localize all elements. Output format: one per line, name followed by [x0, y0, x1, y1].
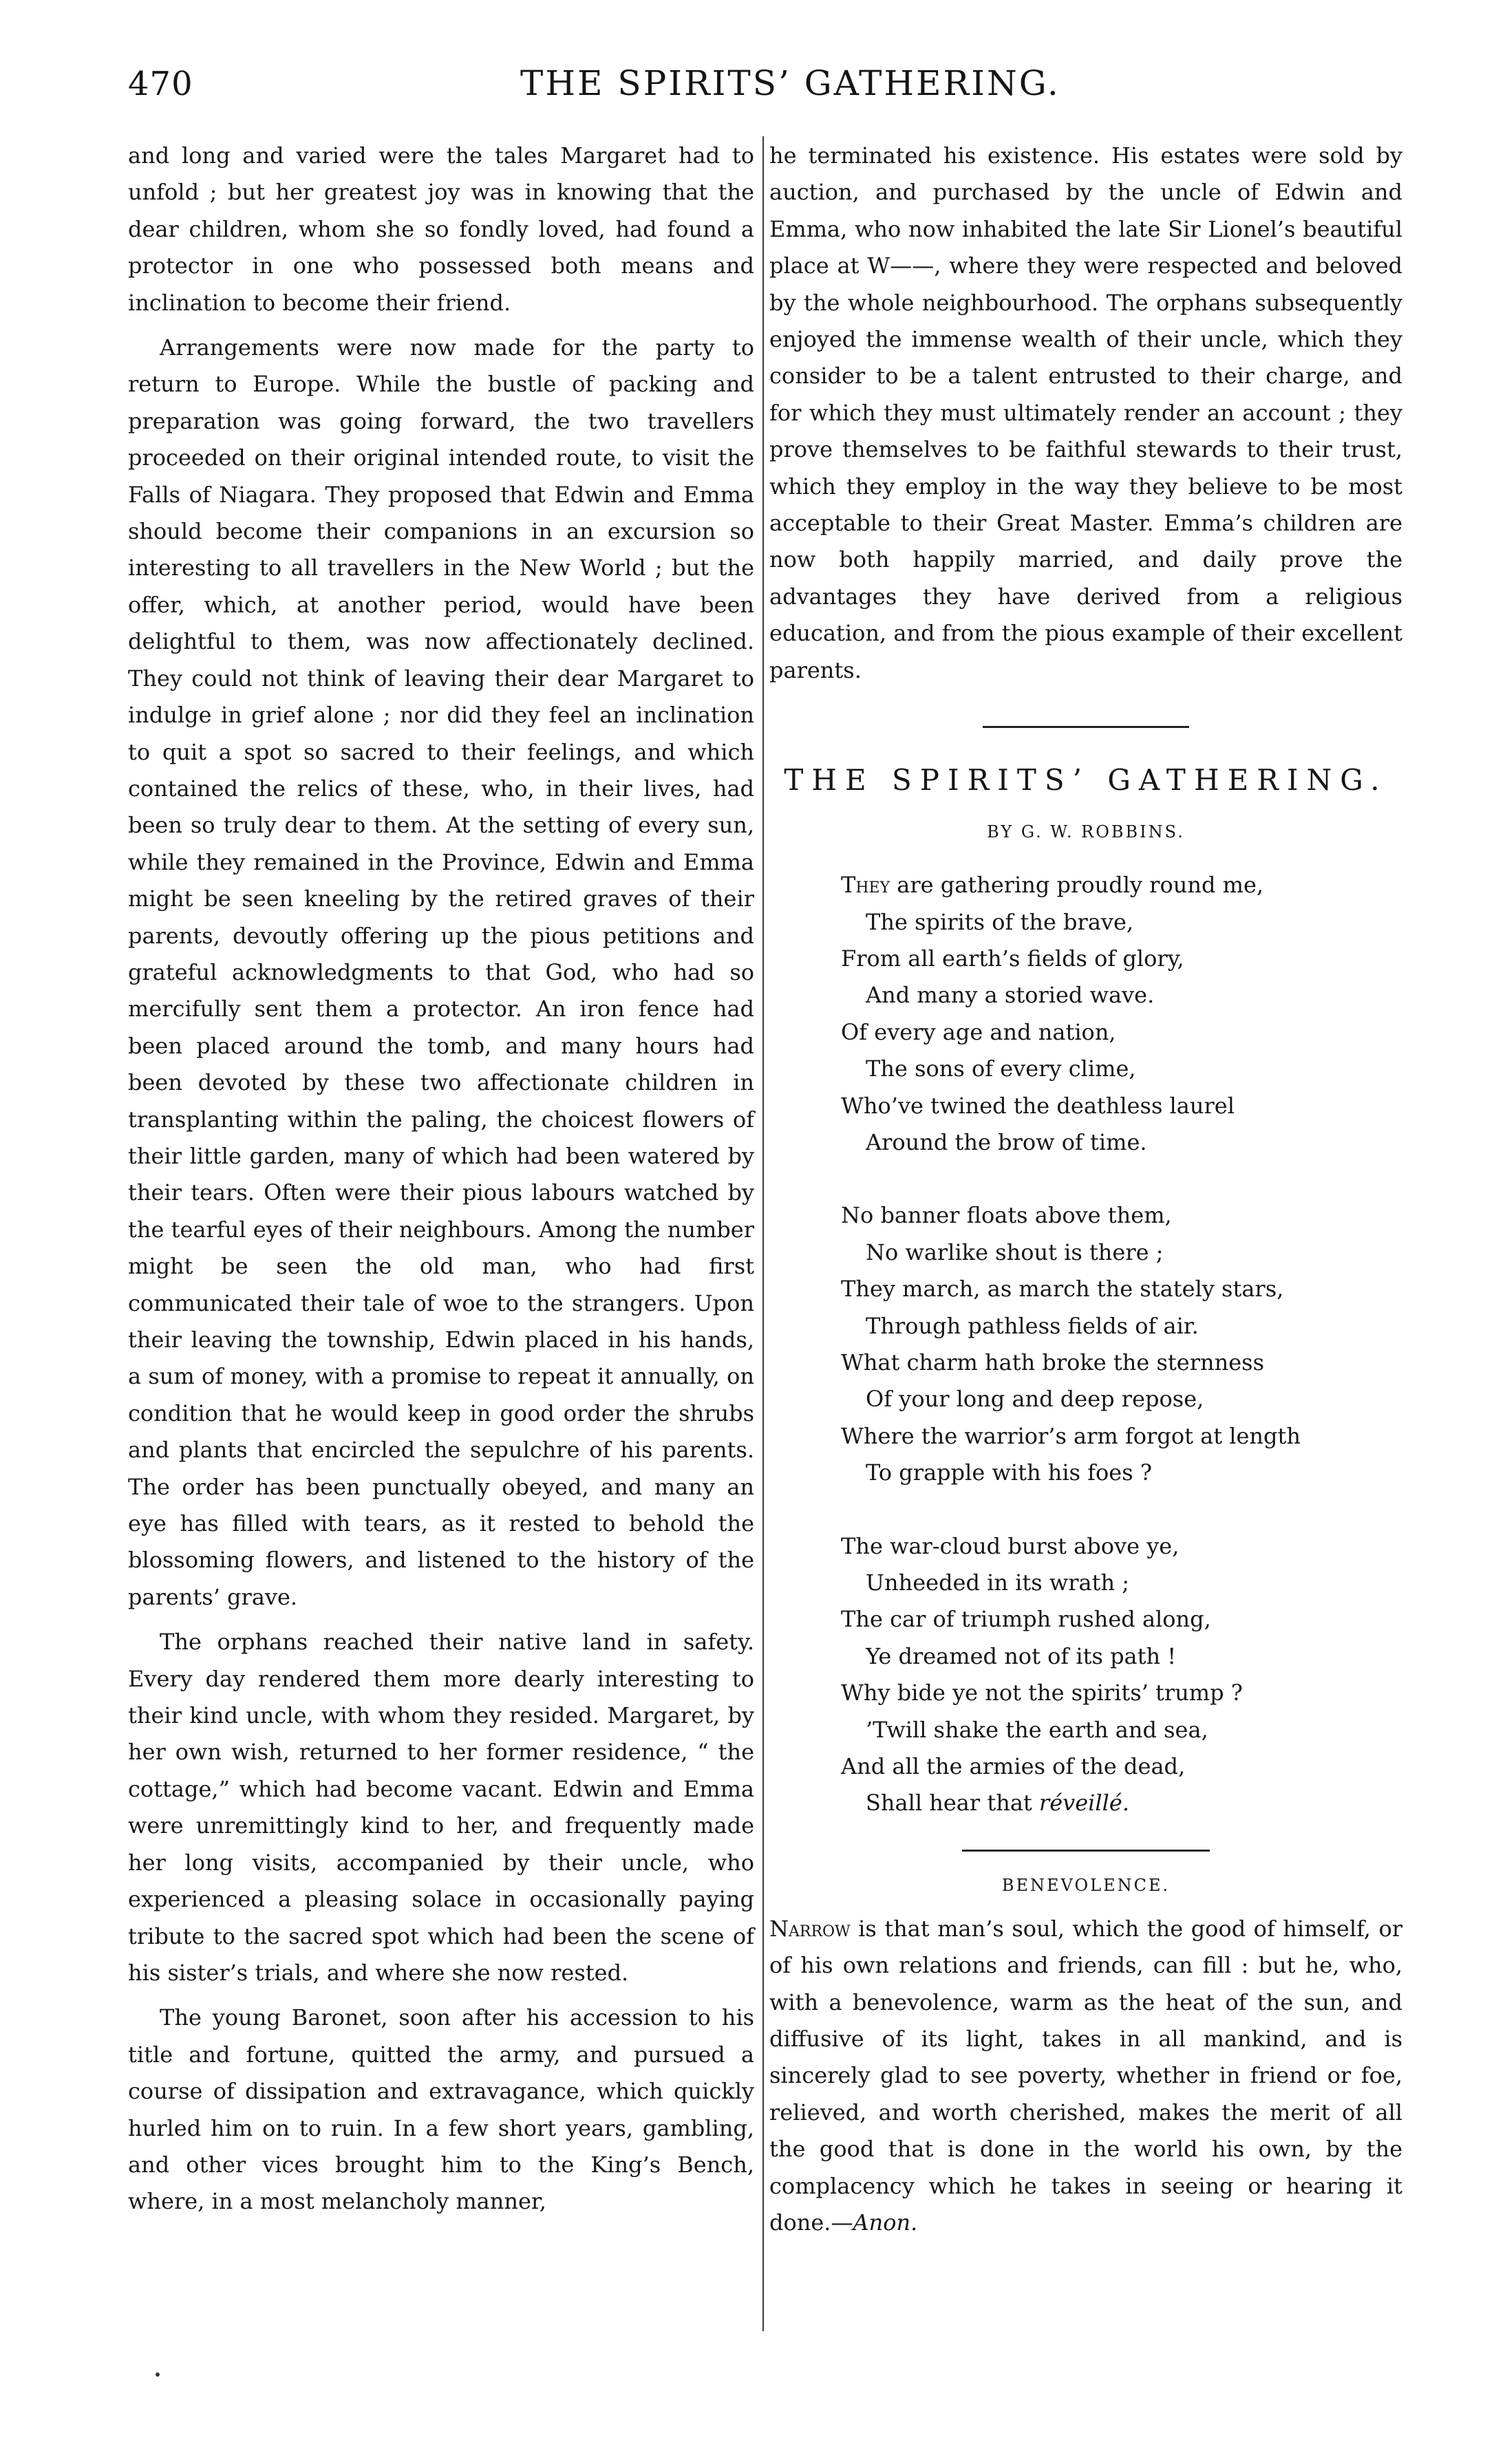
poem-line: Around the brow of time. [866, 1128, 1147, 1155]
poem-line: No banner floats above them, [841, 1202, 1172, 1229]
poem-line: The spirits of the brave, [866, 908, 1134, 935]
poem-line: No warlike shout is there ; [866, 1239, 1164, 1265]
poem-stanza-3 [841, 1528, 1402, 1822]
running-title: THE SPIRITS’ GATHERING. [520, 63, 1060, 103]
poem-line: And all the armies of the dead, [841, 1753, 1186, 1780]
stray-mark [156, 2372, 160, 2377]
poem-line: ’Twill shake the earth and sea, [866, 1716, 1208, 1743]
poem-byline: BY G. W. ROBBINS. [987, 822, 1185, 842]
paragraph-estates: he terminated his existence. His estates were sold by auction, and purchased by the uncle of Edwin and Emma, who now inhabited the late Sir Lionel’s beautiful place at W——, where they were respected and beloved by the whole neighbourhood. The orphans subsequently enjoyed the immense wealth of their uncle, which they consider to be a talent entrusted to their charge, and for which they must ultimately render an account ; they prove themselves to be faithful stewards to their trust, which they employ in the way they believe to be most acceptable to their Great Master. Emma’s children are now both happily married, and daily prove the advantages they have derived from a religious education, and from the pious example of their excellent parents. [769, 142, 1402, 683]
column-divider [762, 136, 764, 2331]
poem-line [841, 1785, 1402, 1821]
poem-line: The sons of every clime, [866, 1056, 1136, 1082]
poem-line: The war-cloud burst above ye, [841, 1532, 1180, 1559]
paragraph-benevolence [769, 1911, 1402, 2242]
poem-stanza-1 [841, 867, 1402, 1161]
poem-line: Why bide ye not the spirits’ trump ? [841, 1680, 1243, 1706]
benevolence-text: is that man’s soul, which the good of himself, or of his own relations and friends, can fill : but he, who, with a benevolence, warm as the heat of the sun, and diffusive of its light, takes in all mankind, and is sincerely glad to see poverty, whether in friend or foe, relieved, and worth cherished, makes the merit of all the good that is done in the world his own, by the complacency which he takes in seeing or hearing it done.— [769, 1915, 1402, 2236]
poem-line: Of your long and deep repose, [866, 1386, 1204, 1413]
poem-stanza-2 [841, 1197, 1402, 1491]
section-rule [983, 726, 1189, 728]
paragraph-continuation: and long and varied were the tales Margaret had to unfold ; but her greatest joy was in knowing that the dear children, whom she so fondly loved, had found a protector in one who possessed both means and inclination to become their friend. [128, 142, 754, 316]
poem-line: They march, as march the stately stars, [841, 1276, 1284, 1303]
paragraph-orphans: The orphans reached their native land in safety. Every day rendered them more dearly interesting to their kind uncle, with whom they resided. Margaret, by her own wish, returned to her former residence, “ the cottage,” which had become vacant. Edwin and Emma were unremittingly kind to her, and frequently made her long visits, accompanied by their uncle, who experienced a pleasing solace in occasionally paying tribute to the sacred spot which had been the scene of his sister’s trials, and where she now rested. [128, 1629, 754, 1986]
poem-line: The car of triumph rushed along, [841, 1606, 1211, 1633]
benevolence-lead-word: Narrow [769, 1915, 851, 1942]
poem-line: Of every age and nation, [841, 1018, 1116, 1045]
poem-title: THE SPIRITS’ GATHERING. [784, 763, 1388, 797]
paragraph-baronet: The young Baronet, soon after his accession to his title and fortune, quitted the army, and pursued a course of dissipation and extravagance, which quickly hurled him on to ruin. In a few short years, gambling, and other vices brought him to the King’s Bench, where, in a most melancholy manner, [128, 2004, 754, 2215]
paragraph-arrangements: Arrangements were now made for the party to return to Europe. While the bustle of packing and preparation was going forward, the two travellers proceeded on their original intended route, to visit the Falls of Niagara. They proposed that Edwin and Emma should become their companions in an excursion so interesting to all travellers in the New World ; but the offer, which, at another period, would have been delightful to them, was now affectionately declined. They could not think of leaving their dear Margaret to indulge in grief alone ; nor did they feel an inclination to quit a spot so sacred to their feelings, and which contained the relics of these, who, in their lives, had been so truly dear to them. At the setting of every sun, while they remained in the Province, Edwin and Emma might be seen kneeling by the retired graves of their parents, devoutly offering up the pious petitions and grateful acknowledgments to that God, who had so mercifully sent them a protector. An iron fence had been placed around the tomb, and many hours had been devoted by these two affectionate children in transplanting within the paling, the choicest flowers of their little garden, many of which had been watered by their tears. Often were their pious labours watched by the tearful eyes of their neighbours. Among the number might be seen the old man, who had first communicated their tale of woe to the strangers. Upon their leaving the township, Edwin placed in his hands, a sum of money, with a promise to repeat it annually, on condition that he would keep in good order the shrubs and plants that encircled the sepulchre of his parents. The order has been punctually obeyed, and many an eye has filled with tears, as it rested to behold the blossoming flowers, and listened to the history of the parents’ grave. [128, 334, 754, 1610]
poem-line [841, 867, 1402, 903]
poem-line: Unheeded in its wrath ; [866, 1570, 1130, 1596]
poem-line-text: Shall hear that [866, 1790, 1039, 1817]
poem-line: What charm hath broke the sternness [841, 1349, 1264, 1375]
poem-line: Where the warrior’s arm forgot at length [841, 1422, 1301, 1449]
benevolence-title: BENEVOLENCE. [1001, 1875, 1171, 1895]
poem-line: Ye dreamed not of its path ! [866, 1642, 1177, 1669]
poem-last-word: réveillé. [1038, 1790, 1129, 1817]
poem-line: From all earth’s fields of glory, [841, 945, 1184, 972]
poem-lead-word: They [841, 872, 890, 899]
page-number: 470 [128, 65, 193, 103]
right-column [769, 138, 1402, 2242]
poem-line-text: are gathering proudly round me, [890, 872, 1264, 899]
poem-line: To grapple with his foes ? [866, 1459, 1152, 1486]
page-header [128, 56, 1387, 111]
section-rule [962, 1850, 1210, 1852]
left-column [128, 138, 754, 2220]
poem-line: Through pathless fields of air. [866, 1312, 1199, 1339]
poem-line: Who’ve twined the deathless laurel [841, 1092, 1235, 1119]
poem-line: And many a storied wave. [866, 982, 1155, 1009]
benevolence-attribution: Anon. [853, 2209, 918, 2236]
